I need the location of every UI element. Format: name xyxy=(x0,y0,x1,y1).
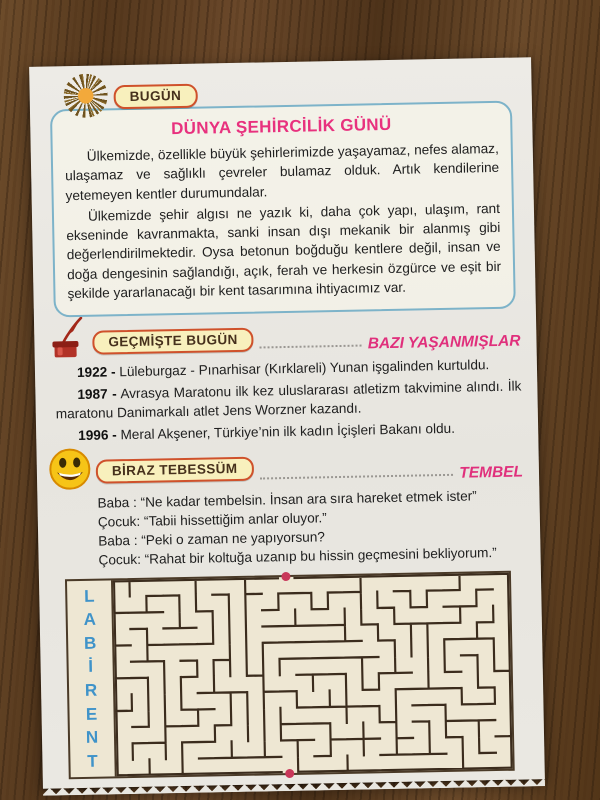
dotted-leader xyxy=(260,473,454,479)
today-paragraph-2: Ülkemizde şehir algısı ne yazık ki, daha çok yapı, ulaşım, rant ekseninde kavranmakta, sanki insan dışı mekanik bir alanmış gibi değerlendirilmektedir. Oysa betonun boğduğu kentlere değil, insan ve doğa dengesinin sağlandığı, açık, ferah ve herkesin özgürce ve eşit bir şekilde yararlanacağı bir kent tasarımına ihtiyacımız var. xyxy=(66,200,502,302)
humor-side-title: TEMBEL xyxy=(459,462,524,482)
history-event xyxy=(55,377,522,424)
today-box xyxy=(50,101,516,318)
joke-speaker: Baba : xyxy=(98,532,138,549)
maze-label-letter: T xyxy=(87,751,98,771)
inkwell-pen-icon xyxy=(48,317,89,360)
today-paragraph-1: Ülkemizde, özellikle büyük şehirlerimizde yaşayamaz, nefes alamaz, ulaşamaz ve sağlıklı çevreler bulamaz olduk. Artık kendilerine yetemeyen kentler durumundalar. xyxy=(65,140,500,203)
maze-grid xyxy=(113,572,513,776)
today-badge: BUGÜN xyxy=(113,84,197,110)
joke-text: “Tabii hissettiğim anlar oluyor.” xyxy=(143,510,327,529)
maze-box xyxy=(65,570,515,779)
maze-label-letter: N xyxy=(85,727,99,747)
smiley-icon xyxy=(48,447,91,490)
joke-text: “Rahat bir koltuğa uzanıp bu hissin geçmesini bekliyorum.” xyxy=(144,545,497,568)
today-title: DÜNYA ŞEHİRCİLİK GÜNÜ xyxy=(170,114,392,139)
event-text: Avrasya Maratonu ilk kez uluslararası atletizm takvimine alındı. İlk maratonu Danimarkalı atlet Jens Worzner kazandı. xyxy=(55,378,522,422)
joke-text: “Ne kadar tembelsin. İnsan ara sıra hareket etmek ister” xyxy=(140,487,477,510)
maze-label-letter: R xyxy=(84,680,98,700)
section-header-humor xyxy=(57,445,524,490)
history-events xyxy=(55,355,522,446)
joke-speaker: Çocuk: xyxy=(97,513,141,530)
humor-badge: BİRAZ TEBESSÜM xyxy=(96,456,254,483)
sun-icon xyxy=(63,73,108,118)
maze-label-letter: B xyxy=(83,633,97,653)
section-header-history xyxy=(54,319,521,360)
joke-dialogue xyxy=(57,485,524,571)
joke-text: “Peki o zaman ne yapıyorsun? xyxy=(141,529,326,548)
calendar-page xyxy=(29,57,545,789)
event-text: Meral Akşener, Türkiye’nin ilk kadın İçişleri Bakanı oldu. xyxy=(120,421,456,443)
maze-label-letter: A xyxy=(83,609,97,630)
maze-label-letter: L xyxy=(83,586,95,606)
joke-speaker: Baba : xyxy=(97,494,137,511)
joke-speaker: Çocuk: xyxy=(98,552,142,569)
maze-exit-marker xyxy=(285,769,294,778)
event-year: 1996 - xyxy=(78,427,117,444)
maze-label-letter: E xyxy=(85,704,98,724)
maze-label xyxy=(67,580,117,777)
dotted-leader xyxy=(260,345,362,349)
history-badge: GEÇMİŞTE BUGÜN xyxy=(92,328,254,355)
event-year: 1922 - xyxy=(76,364,116,381)
maze-label-letter: İ xyxy=(88,657,94,677)
history-side-title: BAZI YAŞANMIŞLAR xyxy=(367,332,521,353)
event-year: 1987 - xyxy=(77,386,117,403)
calendar-content xyxy=(29,57,545,779)
event-text: Lüleburgaz - Pınarhisar (Kırklareli) Yunan işgalinden kurtuldu. xyxy=(119,357,490,380)
